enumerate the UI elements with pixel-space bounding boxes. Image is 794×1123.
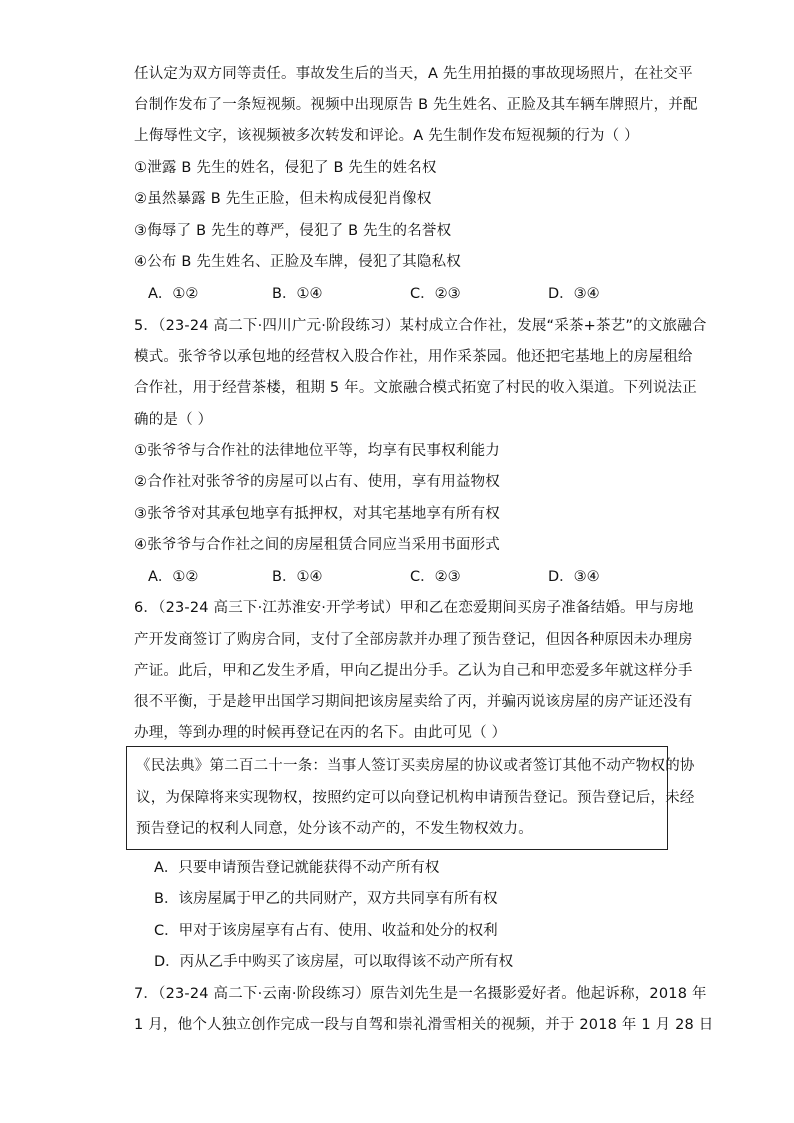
statement-2: ②合作社对张爷爷的房屋可以占有、使用，享有用益物权 [134,474,500,490]
option-b[interactable]: B．①④ [272,569,323,585]
question-text-line: 5．（23-24 高二下·四川广元·阶段练习）某村成立合作社，发展“采茶+茶艺”的文旅融合 [134,318,707,334]
question-text-line: 上侮辱性文字，该视频被多次转发和评论。A 先生制作发布短视频的行为（ ） [134,128,639,144]
question-text-line: 6．（23-24 高三下·江苏淮安·开学考试）甲和乙在恋爱期间买房子准备结婚。甲与房地 [134,600,694,616]
option-b[interactable]: B．该房屋属于甲乙的共同财产，双方共同享有所有权 [154,891,498,907]
law-text-line: 议，为保障将来实现物权，按照约定可以向登记机构申请预告登记。预告登记后，未经 [136,790,695,806]
question-text-line: 产证。此后，甲和乙发生矛盾，甲向乙提出分手。乙认为自己和甲恋爱多年就这样分手 [134,663,693,679]
question-text-line: 产开发商签订了购房合同，支付了全部房款并办理了预告登记，但因各种原因未办理房 [134,632,693,648]
option-c[interactable]: C．甲对于该房屋享有占有、使用、收益和处分的权利 [154,923,498,939]
question-text-line: 任认定为双方同等责任。事故发生后的当天，A 先生用拍摄的事故现场照片，在社交平 [134,66,693,82]
statement-3: ③侮辱了 B 先生的尊严，侵犯了 B 先生的名誉权 [134,223,452,239]
question-text-line: 确的是（ ） [134,412,213,428]
question-text-line: 合作社，用于经营茶楼，租期 5 年。文旅融合模式拓宽了村民的收入渠道。下列说法正 [134,380,697,396]
law-text-line: 预告登记的权利人同意，处分该不动产的，不发生物权效力。 [136,821,533,837]
statement-2: ②虽然暴露 B 先生正脸，但未构成侵犯肖像权 [134,191,432,207]
statement-3: ③张爷爷对其承包地享有抵押权，对其宅基地享有所有权 [134,506,500,522]
answer-options [148,567,668,587]
answer-options [148,284,668,304]
statement-1: ①泄露 B 先生的姓名，侵犯了 B 先生的姓名权 [134,160,437,176]
law-text-line: 《民法典》第二百二十一条：当事人签订买卖房屋的协议或者签订其他不动产物权的协 [136,758,695,774]
law-excerpt-box [126,746,695,850]
option-a[interactable]: A．①② [148,286,199,302]
question-text-line: 7．（23-24 高二下·云南·阶段练习）原告刘先生是一名摄影爱好者。他起诉称，2018 年 [134,986,707,1002]
option-a[interactable]: A．只要申请预告登记就能获得不动产所有权 [154,860,440,876]
statement-4: ④公布 B 先生姓名、正脸及车牌，侵犯了其隐私权 [134,254,461,270]
statement-1: ①张爷爷与合作社的法律地位平等，均享有民事权利能力 [134,443,500,459]
option-c[interactable]: C．②③ [410,286,461,302]
option-d[interactable]: D．③④ [548,286,600,302]
option-d[interactable]: D．丙从乙手中购买了该房屋，可以取得该不动产所有权 [154,954,514,970]
option-d[interactable]: D．③④ [548,569,600,585]
question-text-line: 台制作发布了一条短视频。视频中出现原告 B 先生姓名、正脸及其车辆车牌照片，并配 [134,97,698,113]
option-c[interactable]: C．②③ [410,569,461,585]
question-text-line: 模式。张爷爷以承包地的经营权入股合作社，用作采茶园。他还把宅基地上的房屋租给 [134,349,693,365]
question-text-line: 很不平衡，于是趁甲出国学习期间把该房屋卖给了丙，并骗丙说该房屋的房产证还没有 [134,694,693,710]
option-b[interactable]: B．①④ [272,286,323,302]
statement-4: ④张爷爷与合作社之间的房屋租赁合同应当采用书面形式 [134,537,500,553]
question-text-line: 1 月，他个人独立创作完成一段与自驾和崇礼滑雪相关的视频，并于 2018 年 1 月 28 日 [134,1017,714,1033]
option-a[interactable]: A．①② [148,569,199,585]
question-text-line: 办理，等到办理的时候再登记在丙的名下。由此可见（ ） [134,725,507,741]
